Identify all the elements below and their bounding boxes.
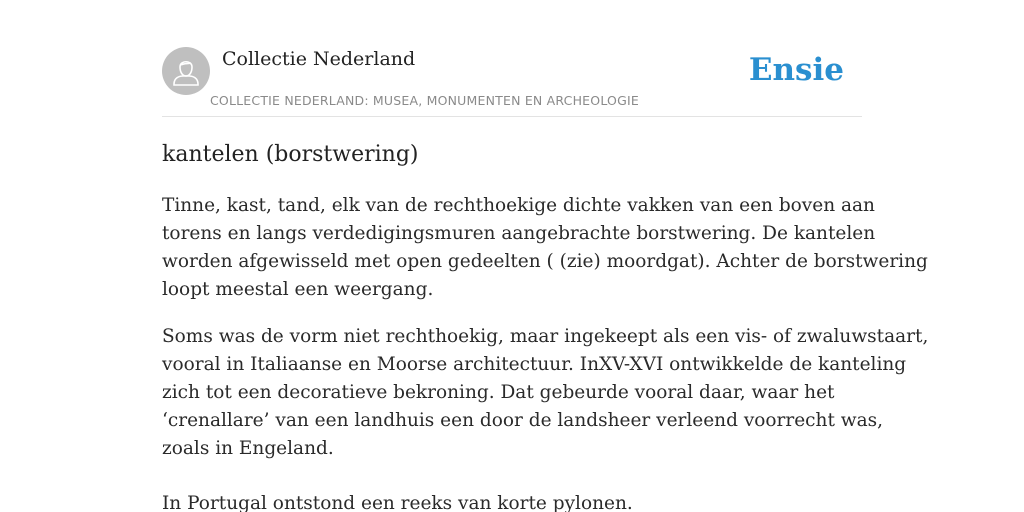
paragraph-1-line: Tinne, kast, tand, elk van de rechthoekige dichte vakken van een boven aan	[162, 195, 875, 216]
page-title: kantelen (borstwering)	[162, 142, 419, 167]
paragraph-1-line: torens en langs verdedigingsmuren aangebrachte borstwering. De kantelen	[162, 223, 876, 244]
paragraph-1	[162, 192, 928, 304]
paragraph-2-line: zich tot een decoratieve bekroning. Dat gebeurde vooral daar, waar het	[162, 382, 835, 403]
avatar[interactable]	[162, 47, 210, 95]
paragraph-2-line: vooral in Italiaanse en Moorse architectuur. InXV-XVI ontwikkelde de kanteling	[162, 354, 907, 375]
author-name[interactable]: Collectie Nederland	[222, 48, 416, 70]
article-body	[162, 192, 929, 512]
header	[162, 47, 862, 117]
paragraph-2-line: Soms was de vorm niet rechthoekig, maar ingekeept als een vis- of zwaluwstaart,	[162, 326, 929, 347]
paragraph-1-line: worden afgewisseld met open gedeelten ( (zie) moordgat). Achter de borstwering	[162, 251, 928, 272]
paragraph-2-line: zoals in Engeland.	[162, 438, 334, 459]
paragraph-1-line: loopt meestal een weergang.	[162, 279, 434, 300]
paragraph-2-line: ‘crenallare’ van een landhuis een door de landsheer verleend voorrecht was,	[162, 410, 884, 431]
collection-link[interactable]: COLLECTIE NEDERLAND: MUSEA, MONUMENTEN EN ARCHEOLOGIE	[210, 93, 639, 108]
site-logo[interactable]: Ensie	[748, 52, 844, 88]
paragraph-2	[162, 323, 929, 512]
paragraph-3-line: In Portugal ontstond een reeks van korte pylonen.	[162, 493, 633, 512]
paragraph-break	[162, 463, 862, 490]
user-silhouette-icon	[162, 47, 210, 95]
